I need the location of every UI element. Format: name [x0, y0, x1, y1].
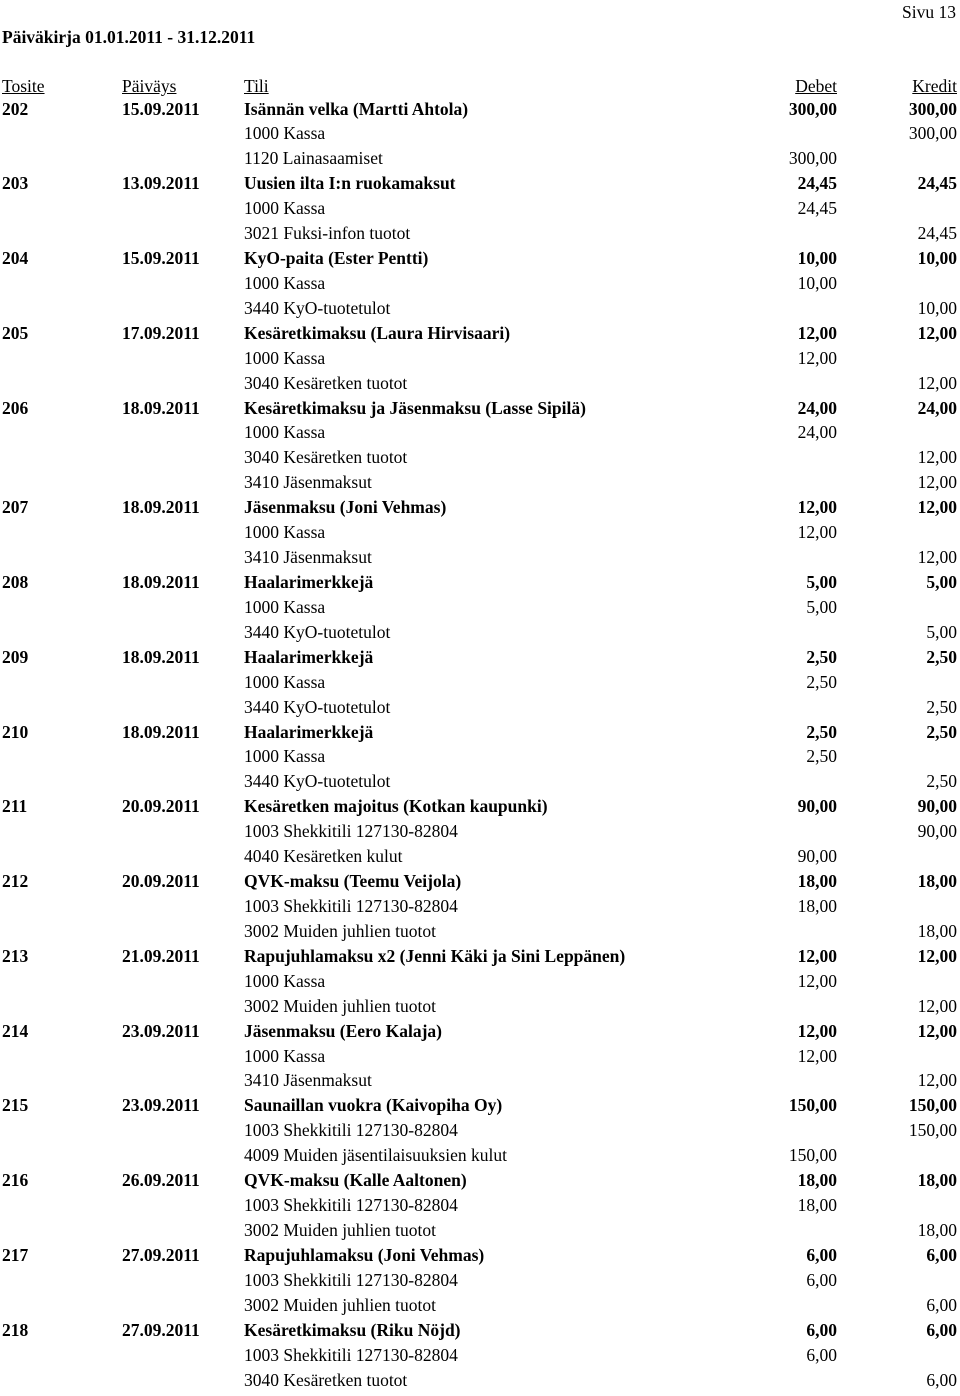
account-line-row	[0, 599, 960, 624]
entry-date: 18.09.2011	[122, 574, 200, 592]
line-kredit: 2,50	[926, 699, 957, 717]
account-line-row	[0, 973, 960, 998]
voucher-number: 203	[2, 175, 28, 193]
account-name: 3410 Jäsenmaksut	[244, 549, 372, 567]
journal-table	[0, 101, 960, 1396]
line-kredit: 12,00	[918, 449, 957, 467]
voucher-number: 207	[2, 499, 28, 517]
account-name: 4009 Muiden jäsentilaisuuksien kulut	[244, 1147, 507, 1165]
entry-description: Haalarimerkkejä	[244, 724, 373, 742]
account-line-row	[0, 748, 960, 773]
column-header-kredit: Kredit	[912, 78, 957, 96]
line-kredit: 5,00	[926, 624, 957, 642]
account-line-row	[0, 1122, 960, 1147]
journal-entry-row	[0, 873, 960, 898]
account-name: 3440 KyO-tuotetulot	[244, 699, 390, 717]
entry-debet: 18,00	[798, 873, 837, 891]
entry-debet: 6,00	[806, 1247, 837, 1265]
entry-date: 26.09.2011	[122, 1172, 200, 1190]
account-line-row	[0, 424, 960, 449]
account-line-row	[0, 998, 960, 1023]
line-kredit: 300,00	[909, 125, 957, 143]
account-name: 3440 KyO-tuotetulot	[244, 624, 390, 642]
journal-entry-row	[0, 798, 960, 823]
journal-entry-row	[0, 649, 960, 674]
account-line-row	[0, 1272, 960, 1297]
entry-kredit: 2,50	[926, 724, 957, 742]
journal-entry-row	[0, 948, 960, 973]
account-name: 4040 Kesäretken kulut	[244, 848, 402, 866]
line-kredit: 12,00	[918, 998, 957, 1016]
voucher-number: 213	[2, 948, 28, 966]
account-line-row	[0, 524, 960, 549]
line-debet: 300,00	[789, 150, 837, 168]
page-number: Sivu 13	[902, 4, 956, 22]
line-debet: 10,00	[798, 275, 837, 293]
account-line-row	[0, 1072, 960, 1097]
entry-date: 18.09.2011	[122, 724, 200, 742]
line-kredit: 12,00	[918, 474, 957, 492]
column-header-row	[0, 78, 960, 98]
voucher-number: 202	[2, 101, 28, 119]
voucher-number: 218	[2, 1322, 28, 1340]
account-line-row	[0, 1197, 960, 1222]
entry-description: Saunaillan vuokra (Kaivopiha Oy)	[244, 1097, 502, 1115]
account-line-row	[0, 350, 960, 375]
entry-description: Uusien ilta I:n ruokamaksut	[244, 175, 456, 193]
entry-date: 15.09.2011	[122, 250, 200, 268]
entry-debet: 12,00	[798, 325, 837, 343]
journal-entry-row	[0, 1172, 960, 1197]
account-name: 1000 Kassa	[244, 424, 325, 442]
document-title: Päiväkirja 01.01.2011 - 31.12.2011	[2, 29, 255, 47]
voucher-number: 210	[2, 724, 28, 742]
account-line-row	[0, 474, 960, 499]
voucher-number: 215	[2, 1097, 28, 1115]
account-name: 1000 Kassa	[244, 524, 325, 542]
column-header-tosite: Tosite	[2, 78, 45, 96]
voucher-number: 208	[2, 574, 28, 592]
voucher-number: 204	[2, 250, 28, 268]
line-debet: 12,00	[798, 1048, 837, 1066]
account-line-row	[0, 150, 960, 175]
account-name: 1000 Kassa	[244, 125, 325, 143]
journal-entry-row	[0, 325, 960, 350]
account-name: 3410 Jäsenmaksut	[244, 1072, 372, 1090]
entry-date: 20.09.2011	[122, 798, 200, 816]
entry-description: Isännän velka (Martti Ahtola)	[244, 101, 468, 119]
entry-debet: 150,00	[789, 1097, 837, 1115]
entry-description: Jäsenmaksu (Eero Kalaja)	[244, 1023, 442, 1041]
line-kredit: 10,00	[918, 300, 957, 318]
account-name: 1003 Shekkitili 127130-82804	[244, 1197, 458, 1215]
journal-entry-row	[0, 1322, 960, 1347]
account-line-row	[0, 1147, 960, 1172]
entry-description: Rapujuhlamaksu x2 (Jenni Käki ja Sini Leppänen)	[244, 948, 625, 966]
line-kredit: 90,00	[918, 823, 957, 841]
column-header-tili: Tili	[244, 78, 269, 96]
account-name: 3002 Muiden juhlien tuotot	[244, 1297, 436, 1315]
line-debet: 2,50	[806, 674, 837, 692]
journal-entry-row	[0, 101, 960, 126]
entry-kredit: 6,00	[926, 1247, 957, 1265]
entry-kredit: 18,00	[918, 873, 957, 891]
account-name: 1003 Shekkitili 127130-82804	[244, 1122, 458, 1140]
entry-date: 20.09.2011	[122, 873, 200, 891]
entry-description: Haalarimerkkejä	[244, 574, 373, 592]
entry-debet: 90,00	[798, 798, 837, 816]
account-line-row	[0, 375, 960, 400]
line-debet: 12,00	[798, 524, 837, 542]
entry-kredit: 150,00	[909, 1097, 957, 1115]
entry-description: Haalarimerkkejä	[244, 649, 373, 667]
line-debet: 2,50	[806, 748, 837, 766]
line-kredit: 12,00	[918, 549, 957, 567]
entry-debet: 12,00	[798, 499, 837, 517]
account-name: 3040 Kesäretken tuotot	[244, 449, 407, 467]
voucher-number: 211	[2, 798, 27, 816]
account-name: 3002 Muiden juhlien tuotot	[244, 923, 436, 941]
account-name: 1000 Kassa	[244, 275, 325, 293]
line-debet: 5,00	[806, 599, 837, 617]
column-header-paivays: Päiväys	[122, 78, 176, 96]
account-line-row	[0, 449, 960, 474]
line-debet: 6,00	[806, 1272, 837, 1290]
entry-kredit: 6,00	[926, 1322, 957, 1340]
entry-description: Rapujuhlamaksu (Joni Vehmas)	[244, 1247, 484, 1265]
entry-date: 27.09.2011	[122, 1247, 200, 1265]
entry-debet: 12,00	[798, 1023, 837, 1041]
entry-date: 17.09.2011	[122, 325, 200, 343]
entry-description: QVK-maksu (Teemu Veijola)	[244, 873, 461, 891]
account-line-row	[0, 1297, 960, 1322]
voucher-number: 205	[2, 325, 28, 343]
account-line-row	[0, 624, 960, 649]
journal-entry-row	[0, 1023, 960, 1048]
line-kredit: 6,00	[926, 1297, 957, 1315]
entry-debet: 300,00	[789, 101, 837, 119]
voucher-number: 206	[2, 400, 28, 418]
entry-date: 18.09.2011	[122, 499, 200, 517]
account-name: 3021 Fuksi-infon tuotot	[244, 225, 410, 243]
account-name: 1003 Shekkitili 127130-82804	[244, 1272, 458, 1290]
account-line-row	[0, 1372, 960, 1396]
line-debet: 24,00	[798, 424, 837, 442]
account-line-row	[0, 1222, 960, 1247]
entry-kredit: 24,45	[918, 175, 957, 193]
entry-kredit: 90,00	[918, 798, 957, 816]
line-debet: 12,00	[798, 350, 837, 368]
line-kredit: 2,50	[926, 773, 957, 791]
account-line-row	[0, 125, 960, 150]
journal-entry-row	[0, 1247, 960, 1272]
account-name: 3002 Muiden juhlien tuotot	[244, 998, 436, 1016]
account-name: 1000 Kassa	[244, 748, 325, 766]
voucher-number: 216	[2, 1172, 28, 1190]
line-kredit: 24,45	[918, 225, 957, 243]
journal-entry-row	[0, 499, 960, 524]
journal-entry-row	[0, 250, 960, 275]
entry-description: Kesäretkimaksu ja Jäsenmaksu (Lasse Sipilä)	[244, 400, 586, 418]
entry-kredit: 12,00	[918, 1023, 957, 1041]
line-kredit: 12,00	[918, 375, 957, 393]
account-line-row	[0, 773, 960, 798]
entry-date: 27.09.2011	[122, 1322, 200, 1340]
entry-date: 13.09.2011	[122, 175, 200, 193]
entry-description: Kesäretken majoitus (Kotkan kaupunki)	[244, 798, 548, 816]
entry-description: Kesäretkimaksu (Riku Nöjd)	[244, 1322, 461, 1340]
account-name: 1000 Kassa	[244, 599, 325, 617]
entry-kredit: 2,50	[926, 649, 957, 667]
entry-debet: 24,00	[798, 400, 837, 418]
line-kredit: 150,00	[909, 1122, 957, 1140]
account-name: 3440 KyO-tuotetulot	[244, 300, 390, 318]
column-header-debet: Debet	[795, 78, 837, 96]
line-kredit: 18,00	[918, 923, 957, 941]
account-name: 1003 Shekkitili 127130-82804	[244, 823, 458, 841]
entry-kredit: 10,00	[918, 250, 957, 268]
entry-kredit: 24,00	[918, 400, 957, 418]
account-name: 3440 KyO-tuotetulot	[244, 773, 390, 791]
entry-description: Jäsenmaksu (Joni Vehmas)	[244, 499, 446, 517]
entry-description: KyO-paita (Ester Pentti)	[244, 250, 428, 268]
account-line-row	[0, 823, 960, 848]
entry-date: 21.09.2011	[122, 948, 200, 966]
entry-description: QVK-maksu (Kalle Aaltonen)	[244, 1172, 467, 1190]
voucher-number: 212	[2, 873, 28, 891]
line-debet: 6,00	[806, 1347, 837, 1365]
account-line-row	[0, 1347, 960, 1372]
line-kredit: 6,00	[926, 1372, 957, 1390]
entry-date: 18.09.2011	[122, 400, 200, 418]
account-name: 1000 Kassa	[244, 1048, 325, 1066]
account-line-row	[0, 300, 960, 325]
account-name: 1000 Kassa	[244, 200, 325, 218]
entry-debet: 24,45	[798, 175, 837, 193]
account-name: 1003 Shekkitili 127130-82804	[244, 1347, 458, 1365]
account-line-row	[0, 275, 960, 300]
entry-kredit: 12,00	[918, 499, 957, 517]
account-line-row	[0, 549, 960, 574]
entry-debet: 6,00	[806, 1322, 837, 1340]
account-name: 1003 Shekkitili 127130-82804	[244, 898, 458, 916]
voucher-number: 217	[2, 1247, 28, 1265]
account-name: 1000 Kassa	[244, 674, 325, 692]
entry-date: 15.09.2011	[122, 101, 200, 119]
account-name: 1000 Kassa	[244, 973, 325, 991]
entry-debet: 5,00	[806, 574, 837, 592]
line-kredit: 18,00	[918, 1222, 957, 1240]
line-debet: 150,00	[789, 1147, 837, 1165]
voucher-number: 209	[2, 649, 28, 667]
journal-entry-row	[0, 574, 960, 599]
account-line-row	[0, 674, 960, 699]
account-line-row	[0, 898, 960, 923]
entry-debet: 2,50	[806, 724, 837, 742]
entry-kredit: 12,00	[918, 325, 957, 343]
line-debet: 12,00	[798, 973, 837, 991]
account-line-row	[0, 699, 960, 724]
entry-kredit: 5,00	[926, 574, 957, 592]
journal-entry-row	[0, 724, 960, 749]
line-debet: 24,45	[798, 200, 837, 218]
entry-description: Kesäretkimaksu (Laura Hirvisaari)	[244, 325, 510, 343]
line-debet: 18,00	[798, 898, 837, 916]
account-line-row	[0, 848, 960, 873]
entry-debet: 12,00	[798, 948, 837, 966]
voucher-number: 214	[2, 1023, 28, 1041]
account-name: 3040 Kesäretken tuotot	[244, 375, 407, 393]
entry-kredit: 18,00	[918, 1172, 957, 1190]
line-debet: 90,00	[798, 848, 837, 866]
entry-date: 18.09.2011	[122, 649, 200, 667]
journal-entry-row	[0, 1097, 960, 1122]
account-line-row	[0, 923, 960, 948]
line-kredit: 12,00	[918, 1072, 957, 1090]
account-name: 3040 Kesäretken tuotot	[244, 1372, 407, 1390]
entry-kredit: 300,00	[909, 101, 957, 119]
account-name: 1120 Lainasaamiset	[244, 150, 383, 168]
account-line-row	[0, 225, 960, 250]
journal-entry-row	[0, 400, 960, 425]
entry-debet: 18,00	[798, 1172, 837, 1190]
entry-debet: 10,00	[798, 250, 837, 268]
entry-kredit: 12,00	[918, 948, 957, 966]
account-name: 1000 Kassa	[244, 350, 325, 368]
account-line-row	[0, 200, 960, 225]
account-name: 3002 Muiden juhlien tuotot	[244, 1222, 436, 1240]
account-name: 3410 Jäsenmaksut	[244, 474, 372, 492]
entry-debet: 2,50	[806, 649, 837, 667]
entry-date: 23.09.2011	[122, 1023, 200, 1041]
line-debet: 18,00	[798, 1197, 837, 1215]
account-line-row	[0, 1048, 960, 1073]
entry-date: 23.09.2011	[122, 1097, 200, 1115]
journal-entry-row	[0, 175, 960, 200]
